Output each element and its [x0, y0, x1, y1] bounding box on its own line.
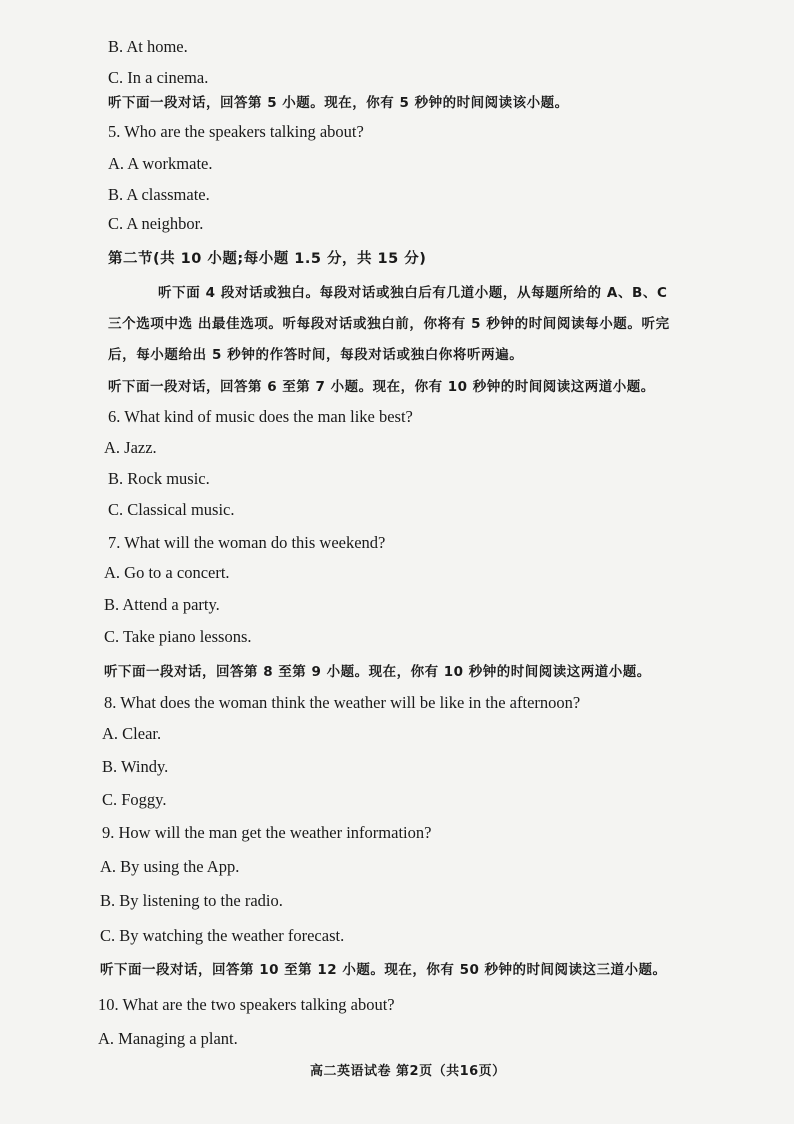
instruction-q6-q7: 听下面一段对话，回答第 6 至第 7 小题。现在，你有 10 秒钟的时间阅读这两道小题。: [108, 379, 655, 395]
section-2-heading: 第二节(共 10 小题;每小题 1.5 分，共 15 分): [108, 251, 427, 267]
option-c-by-watching-the-weather-forecast: C. By watching the weather forecast.: [100, 926, 345, 945]
question-5: 5. Who are the speakers talking about?: [108, 122, 364, 141]
option-a-clear: A. Clear.: [102, 724, 162, 743]
option-a-jazz: A. Jazz.: [104, 438, 157, 457]
section-2-instructions-line-3: 后，每小题给出 5 秒钟的作答时间，每段对话或独白你将听两遍。: [108, 347, 524, 363]
question-8: 8. What does the woman think the weather will be like in the afternoon?: [104, 693, 581, 712]
instruction-q5: 听下面一段对话，回答第 5 小题。现在，你有 5 秒钟的时间阅读该小题。: [108, 95, 569, 111]
section-2-instructions-line-2: 三个选项中选 出最佳选项。听每段对话或独白前，你将有 5 秒钟的时间阅读每小题。听完: [108, 316, 670, 332]
question-10: 10. What are the two speakers talking about?: [98, 995, 395, 1014]
option-c-neighbor: C. A neighbor.: [108, 214, 204, 233]
question-6: 6. What kind of music does the man like best?: [108, 407, 413, 426]
option-b-at-home: B. At home.: [108, 37, 188, 56]
option-a-by-using-the-app: A. By using the App.: [100, 857, 240, 876]
option-c-in-a-cinema: C. In a cinema.: [108, 68, 209, 87]
instruction-q10-q12: 听下面一段对话，回答第 10 至第 12 小题。现在，你有 50 秒钟的时间阅读这三道小题。: [100, 962, 667, 978]
question-9: 9. How will the man get the weather information?: [102, 823, 432, 842]
option-a-go-to-a-concert: A. Go to a concert.: [104, 563, 230, 582]
option-a-workmate: A. A workmate.: [108, 154, 213, 173]
option-a-managing-a-plant: A. Managing a plant.: [98, 1029, 238, 1048]
option-b-windy: B. Windy.: [102, 757, 169, 776]
instruction-q8-q9: 听下面一段对话，回答第 8 至第 9 小题。现在，你有 10 秒钟的时间阅读这两道小题。: [104, 664, 651, 680]
question-7: 7. What will the woman do this weekend?: [108, 533, 386, 552]
page-footer: 高二英语试卷 第2页（共16页）: [310, 1064, 506, 1079]
option-b-rock-music: B. Rock music.: [108, 469, 210, 488]
option-b-classmate: B. A classmate.: [108, 185, 210, 204]
section-2-instructions-line-1: 听下面 4 段对话或独白。每段对话或独白后有几道小题，从每题所给的 A、B、C: [158, 285, 668, 301]
option-c-classical-music: C. Classical music.: [108, 500, 235, 519]
option-c-take-piano-lessons: C. Take piano lessons.: [104, 627, 252, 646]
option-c-foggy: C. Foggy.: [102, 790, 167, 809]
option-b-attend-a-party: B. Attend a party.: [104, 595, 220, 614]
option-b-by-listening-to-the-radio: B. By listening to the radio.: [100, 891, 283, 910]
